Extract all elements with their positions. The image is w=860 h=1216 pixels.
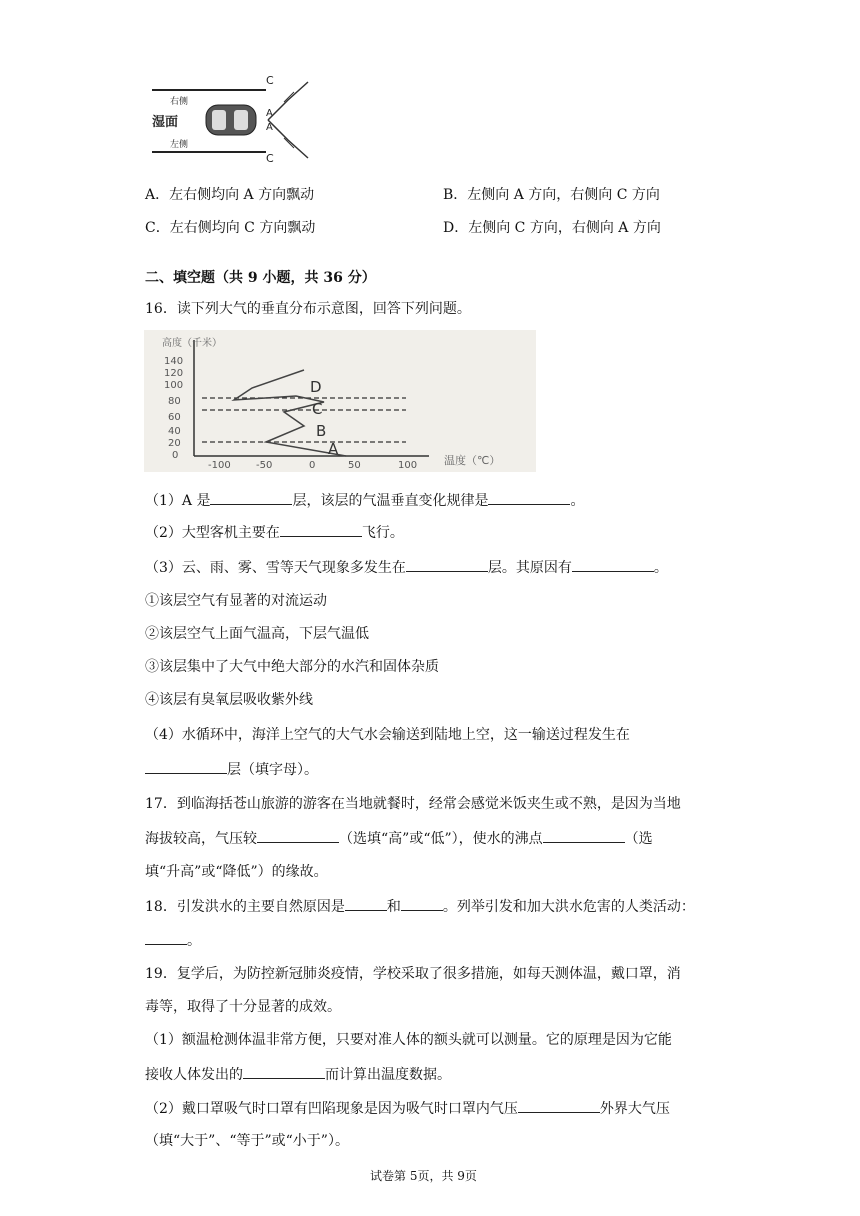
x-tick: 0 xyxy=(309,460,316,471)
car-figure xyxy=(148,72,318,164)
q19-line2: 毒等，取得了十分显著的成效。 xyxy=(145,999,341,1015)
option-a: A．左右侧均向 A 方向飘动 xyxy=(145,187,315,203)
y-tick: 40 xyxy=(168,426,181,437)
q16-part1: （1）A 是 层，该层的气温垂直变化规律是 。 xyxy=(145,490,584,511)
layer-c: C xyxy=(312,400,323,418)
q19-line4: 接收人体发出的 而计算出温度数据。 xyxy=(145,1064,451,1085)
answer-blank[interactable] xyxy=(345,896,387,911)
q17-line3: 填“升高”或“降低”）的缘故。 xyxy=(145,864,328,880)
answer-blank[interactable] xyxy=(280,522,362,537)
y-tick: 0 xyxy=(172,450,179,461)
answer-blank[interactable] xyxy=(257,828,339,843)
x-tick: 50 xyxy=(348,460,361,471)
q16-part3: （3）云、雨、雾、雪等天气现象多发生在 层。其原因有 。 xyxy=(145,557,668,578)
answer-blank[interactable] xyxy=(243,1064,325,1079)
layer-d: D xyxy=(310,378,322,396)
answer-blank[interactable] xyxy=(572,557,654,572)
fig-label-a-top: A xyxy=(266,108,273,119)
q16-reason-2: ②该层空气上面气温高，下层气温低 xyxy=(145,626,369,642)
page-footer: 试卷第 5页，共 9页 xyxy=(370,1169,477,1183)
atmosphere-chart xyxy=(144,330,536,472)
option-c: C．左右侧均向 C 方向飘动 xyxy=(145,220,316,236)
fig-label-wet: 湿面 xyxy=(152,115,179,130)
y-tick: 140 xyxy=(164,356,184,367)
answer-blank[interactable] xyxy=(401,896,443,911)
answer-blank[interactable] xyxy=(210,490,292,505)
y-axis-label: 高度（千米） xyxy=(162,338,222,349)
q16-reason-4: ④该层有臭氧层吸收紫外线 xyxy=(145,692,313,708)
q17-line2: 海拔较高，气压较 （选填“高”或“低”），使水的沸点 （选 xyxy=(145,828,653,849)
q16-part4-line1: （4）水循环中，海洋上空气的大气水会输送到陆地上空，这一输送过程发生在 xyxy=(145,727,630,743)
fig-label-right: 右侧 xyxy=(170,97,189,107)
option-d: D．左侧向 C 方向，右侧向 A 方向 xyxy=(443,220,661,236)
answer-blank[interactable] xyxy=(543,828,625,843)
q16-part2: （2）大型客机主要在 飞行。 xyxy=(145,522,404,543)
option-b: B．左侧向 A 方向，右侧向 C 方向 xyxy=(443,187,660,203)
q19-line3: （1）额温枪测体温非常方便，只要对准人体的额头就可以测量。它的原理是因为它能 xyxy=(145,1032,672,1048)
layer-b: B xyxy=(316,422,327,440)
q18-line1: 18．引发洪水的主要自然原因是 和 。列举引发和加大洪水危害的人类活动： xyxy=(145,896,695,917)
y-tick: 100 xyxy=(164,380,184,391)
answer-blank[interactable] xyxy=(145,759,227,774)
x-tick: -100 xyxy=(208,460,231,471)
q16-part4-line2: 层（填字母）。 xyxy=(145,759,318,780)
q19-line5: （2）戴口罩吸气时口罩有凹陷现象是因为吸气时口罩内气压 外界大气压 xyxy=(145,1098,670,1119)
y-tick: 60 xyxy=(168,412,181,423)
x-tick: 100 xyxy=(398,460,418,471)
q17-line1: 17．到临海括苍山旅游的游客在当地就餐时，经常会感觉米饭夹生或不熟，是因为当地 xyxy=(145,796,681,812)
y-tick: 20 xyxy=(168,438,181,449)
q16-stem: 16．读下列大气的垂直分布示意图，回答下列问题。 xyxy=(145,301,471,317)
answer-blank[interactable] xyxy=(518,1098,600,1113)
q16-reason-1: ①该层空气有显著的对流运动 xyxy=(145,593,327,609)
q18-line2: 。 xyxy=(145,930,201,951)
q16-reason-3: ③该层集中了大气中绝大部分的水汽和固体杂质 xyxy=(145,659,439,675)
answer-blank[interactable] xyxy=(406,557,488,572)
q19-line1: 19．复学后，为防控新冠肺炎疫情，学校采取了很多措施，如每天测体温，戴口罩，消 xyxy=(145,966,681,982)
y-tick: 80 xyxy=(168,396,181,407)
x-axis-label: 温度（℃） xyxy=(444,454,501,467)
answer-blank[interactable] xyxy=(145,930,187,945)
y-tick: 120 xyxy=(164,368,184,379)
fig-label-left: 左侧 xyxy=(170,140,189,150)
x-tick: -50 xyxy=(256,460,273,471)
fig-label-c-top: C xyxy=(266,74,274,87)
answer-blank[interactable] xyxy=(488,490,570,505)
section-title: 二、填空题（共 9 小题，共 36 分） xyxy=(145,270,376,286)
fig-label-c-bottom: C xyxy=(266,152,274,164)
layer-a: A xyxy=(328,440,339,458)
fig-label-a-bottom: A xyxy=(266,122,273,133)
q19-line6: （填“大于”、“等于”或“小于”）。 xyxy=(145,1133,349,1149)
